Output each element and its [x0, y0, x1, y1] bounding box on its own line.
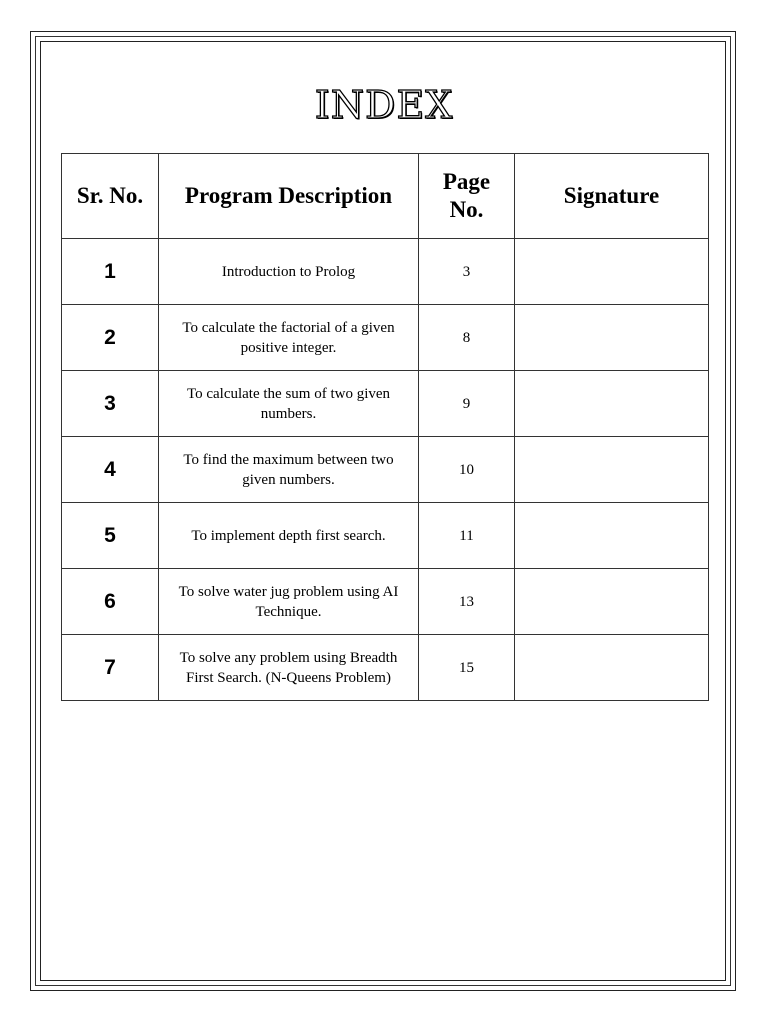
signature-cell — [515, 305, 709, 371]
signature-cell — [515, 239, 709, 305]
page-no-cell: 3 — [419, 239, 515, 305]
sr-no-cell: 4 — [62, 437, 159, 503]
description-cell: To find the maximum between two given numbers. — [159, 437, 419, 503]
table-row — [62, 635, 709, 701]
table-header-row — [62, 154, 709, 239]
description-cell: To implement depth first search. — [159, 503, 419, 569]
page-no-cell: 8 — [419, 305, 515, 371]
sr-no-cell: 6 — [62, 569, 159, 635]
table-row — [62, 239, 709, 305]
page-title: INDEX — [314, 83, 454, 127]
signature-cell — [515, 371, 709, 437]
description-cell: To solve any problem using Breadth First Search. (N-Queens Problem) — [159, 635, 419, 701]
sr-no-cell: 1 — [62, 239, 159, 305]
sr-no-cell: 7 — [62, 635, 159, 701]
table-row — [62, 371, 709, 437]
signature-cell — [515, 437, 709, 503]
page-no-cell: 15 — [419, 635, 515, 701]
sr-no-cell: 3 — [62, 371, 159, 437]
description-cell: To calculate the sum of two given numbers. — [159, 371, 419, 437]
signature-cell — [515, 503, 709, 569]
signature-cell — [515, 635, 709, 701]
table-row — [62, 503, 709, 569]
header-signature: Signature — [515, 154, 709, 239]
sr-no-cell: 2 — [62, 305, 159, 371]
page-no-cell: 10 — [419, 437, 515, 503]
table-row — [62, 569, 709, 635]
description-cell: To solve water jug problem using AI Technique. — [159, 569, 419, 635]
header-program-description: Program Description — [159, 154, 419, 239]
table-row — [62, 305, 709, 371]
page-no-cell: 9 — [419, 371, 515, 437]
page-no-cell: 11 — [419, 503, 515, 569]
table-row — [62, 437, 709, 503]
page-no-cell: 13 — [419, 569, 515, 635]
signature-cell — [515, 569, 709, 635]
description-cell: To calculate the factorial of a given positive integer. — [159, 305, 419, 371]
index-table — [61, 153, 709, 701]
description-cell: Introduction to Prolog — [159, 239, 419, 305]
header-page-no: Page No. — [419, 154, 515, 239]
header-sr-no: Sr. No. — [62, 154, 159, 239]
sr-no-cell: 5 — [62, 503, 159, 569]
